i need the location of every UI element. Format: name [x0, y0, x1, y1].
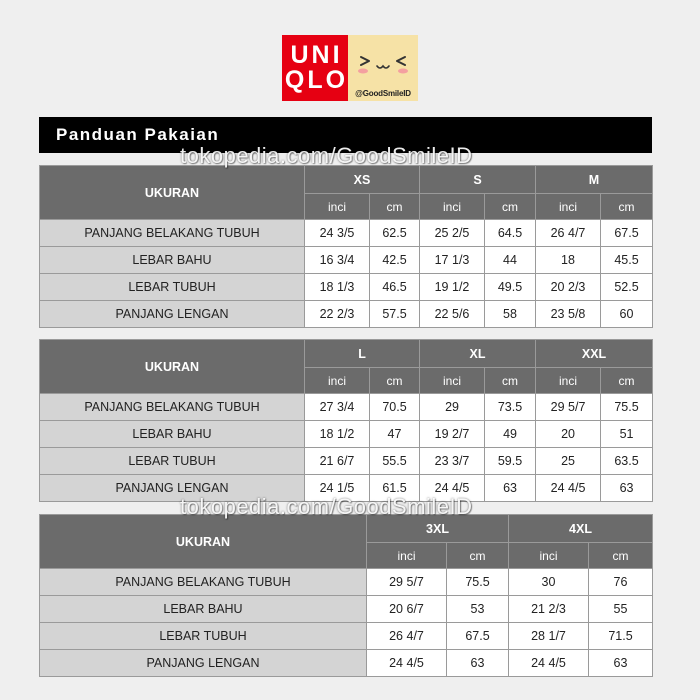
measurement-cell: 46.5: [370, 274, 420, 301]
measurement-cell: 19 2/7: [420, 421, 485, 448]
measurement-cell: 49: [485, 421, 536, 448]
measurement-cell: 18 1/2: [305, 421, 370, 448]
unit-inch: inci: [509, 543, 589, 569]
measurement-cell: 75.5: [601, 394, 653, 421]
unit-inch: inci: [420, 368, 485, 394]
table-row: [40, 220, 653, 247]
measurement-cell: 28 1/7: [509, 623, 589, 650]
watermark-bottom: tokopedia.com/GoodSmileID: [180, 494, 473, 519]
measurement-cell: 29 5/7: [367, 569, 447, 596]
measurement-cell: 21 2/3: [509, 596, 589, 623]
unit-inch: inci: [367, 543, 447, 569]
measurement-cell: 63: [447, 650, 509, 677]
measurement-cell: 58: [485, 301, 536, 328]
row-label: LEBAR TUBUH: [40, 448, 305, 475]
header-row: [40, 166, 653, 194]
measurement-cell: 17 1/3: [420, 247, 485, 274]
measurement-cell: 19 1/2: [420, 274, 485, 301]
unit-cm: cm: [601, 194, 653, 220]
size-column-header: UKURAN: [40, 515, 367, 569]
measurement-cell: 16 3/4: [305, 247, 370, 274]
measurement-cell: 59.5: [485, 448, 536, 475]
measurement-cell: 76: [589, 569, 653, 596]
measurement-cell: 24 3/5: [305, 220, 370, 247]
shop-handle: @GoodSmileID: [355, 89, 411, 98]
measurement-cell: 30: [509, 569, 589, 596]
measurement-cell: 22 5/6: [420, 301, 485, 328]
measurement-cell: 23 3/7: [420, 448, 485, 475]
table-row: [40, 650, 653, 677]
row-label: PANJANG LENGAN: [40, 650, 367, 677]
logo-line-2: QLO: [284, 66, 349, 94]
measurement-cell: 55.5: [370, 448, 420, 475]
measurement-cell: 25: [536, 448, 601, 475]
unit-inch: inci: [305, 368, 370, 394]
size-label-4xl: 4XL: [509, 515, 653, 543]
size-table-2: [39, 339, 653, 502]
size-table-3: [39, 514, 653, 677]
unit-inch: inci: [420, 194, 485, 220]
table-row: [40, 448, 653, 475]
measurement-cell: 55: [589, 596, 653, 623]
size-label-3xl: 3XL: [367, 515, 509, 543]
table-row: [40, 569, 653, 596]
row-label: PANJANG BELAKANG TUBUH: [40, 394, 305, 421]
measurement-cell: 24 4/5: [536, 475, 601, 502]
unit-cm: cm: [370, 368, 420, 394]
measurement-cell: 51: [601, 421, 653, 448]
size-label-l: L: [305, 340, 420, 368]
measurement-cell: 21 6/7: [305, 448, 370, 475]
row-label: PANJANG BELAKANG TUBUH: [40, 569, 367, 596]
size-table-1: [39, 165, 653, 328]
measurement-cell: 18: [536, 247, 601, 274]
measurement-cell: 61.5: [370, 475, 420, 502]
row-label: LEBAR BAHU: [40, 247, 305, 274]
measurement-cell: 64.5: [485, 220, 536, 247]
table-row: [40, 394, 653, 421]
table-row: [40, 623, 653, 650]
measurement-cell: 27 3/4: [305, 394, 370, 421]
size-label-xs: XS: [305, 166, 420, 194]
measurement-cell: 63: [589, 650, 653, 677]
measurement-cell: 29 5/7: [536, 394, 601, 421]
row-label: PANJANG LENGAN: [40, 301, 305, 328]
watermark-top: tokopedia.com/GoodSmileID: [180, 143, 473, 168]
measurement-cell: 45.5: [601, 247, 653, 274]
row-label: LEBAR BAHU: [40, 421, 305, 448]
size-label-xxl: XXL: [536, 340, 653, 368]
row-label: PANJANG BELAKANG TUBUH: [40, 220, 305, 247]
measurement-cell: 20 6/7: [367, 596, 447, 623]
measurement-cell: 20: [536, 421, 601, 448]
size-label-s: S: [420, 166, 536, 194]
measurement-cell: 63: [601, 475, 653, 502]
unit-inch: inci: [536, 194, 601, 220]
measurement-cell: 20 2/3: [536, 274, 601, 301]
measurement-cell: 23 5/8: [536, 301, 601, 328]
size-column-header: UKURAN: [40, 166, 305, 220]
table-row: [40, 247, 653, 274]
measurement-cell: 60: [601, 301, 653, 328]
unit-cm: cm: [370, 194, 420, 220]
size-column-header: UKURAN: [40, 340, 305, 394]
row-label: LEBAR BAHU: [40, 596, 367, 623]
measurement-cell: 24 4/5: [367, 650, 447, 677]
measurement-cell: 29: [420, 394, 485, 421]
page-title: Panduan Pakaian: [56, 125, 220, 144]
measurement-cell: 63.5: [601, 448, 653, 475]
measurement-cell: 70.5: [370, 394, 420, 421]
measurement-cell: 73.5: [485, 394, 536, 421]
measurement-cell: 25 2/5: [420, 220, 485, 247]
measurement-cell: 44: [485, 247, 536, 274]
table-row: [40, 301, 653, 328]
measurement-cell: 53: [447, 596, 509, 623]
measurement-cell: 42.5: [370, 247, 420, 274]
unit-inch: inci: [305, 194, 370, 220]
measurement-cell: 52.5: [601, 274, 653, 301]
unit-cm: cm: [485, 368, 536, 394]
table-row: [40, 596, 653, 623]
unit-cm: cm: [447, 543, 509, 569]
row-label: PANJANG LENGAN: [40, 475, 305, 502]
measurement-cell: 63: [485, 475, 536, 502]
table-row: [40, 274, 653, 301]
measurement-cell: 22 2/3: [305, 301, 370, 328]
measurement-cell: 71.5: [589, 623, 653, 650]
measurement-cell: 67.5: [447, 623, 509, 650]
header-row: [40, 340, 653, 368]
measurement-cell: 47: [370, 421, 420, 448]
measurement-cell: 24 1/5: [305, 475, 370, 502]
unit-cm: cm: [601, 368, 653, 394]
logo-line-1: UNI: [290, 41, 343, 69]
size-label-xl: XL: [420, 340, 536, 368]
size-label-m: M: [536, 166, 653, 194]
measurement-cell: 26 4/7: [367, 623, 447, 650]
unit-cm: cm: [589, 543, 653, 569]
unit-cm: cm: [485, 194, 536, 220]
measurement-cell: 24 4/5: [420, 475, 485, 502]
measurement-cell: 18 1/3: [305, 274, 370, 301]
measurement-cell: 26 4/7: [536, 220, 601, 247]
table-row: [40, 421, 653, 448]
measurement-cell: 24 4/5: [509, 650, 589, 677]
shop-logo: [348, 35, 418, 101]
measurement-cell: 62.5: [370, 220, 420, 247]
row-label: LEBAR TUBUH: [40, 274, 305, 301]
measurement-cell: 75.5: [447, 569, 509, 596]
measurement-cell: 67.5: [601, 220, 653, 247]
uniqlo-logo: [282, 35, 348, 101]
mascot-face-icon: [348, 35, 418, 91]
row-label: LEBAR TUBUH: [40, 623, 367, 650]
measurement-cell: 57.5: [370, 301, 420, 328]
unit-inch: inci: [536, 368, 601, 394]
measurement-cell: 49.5: [485, 274, 536, 301]
